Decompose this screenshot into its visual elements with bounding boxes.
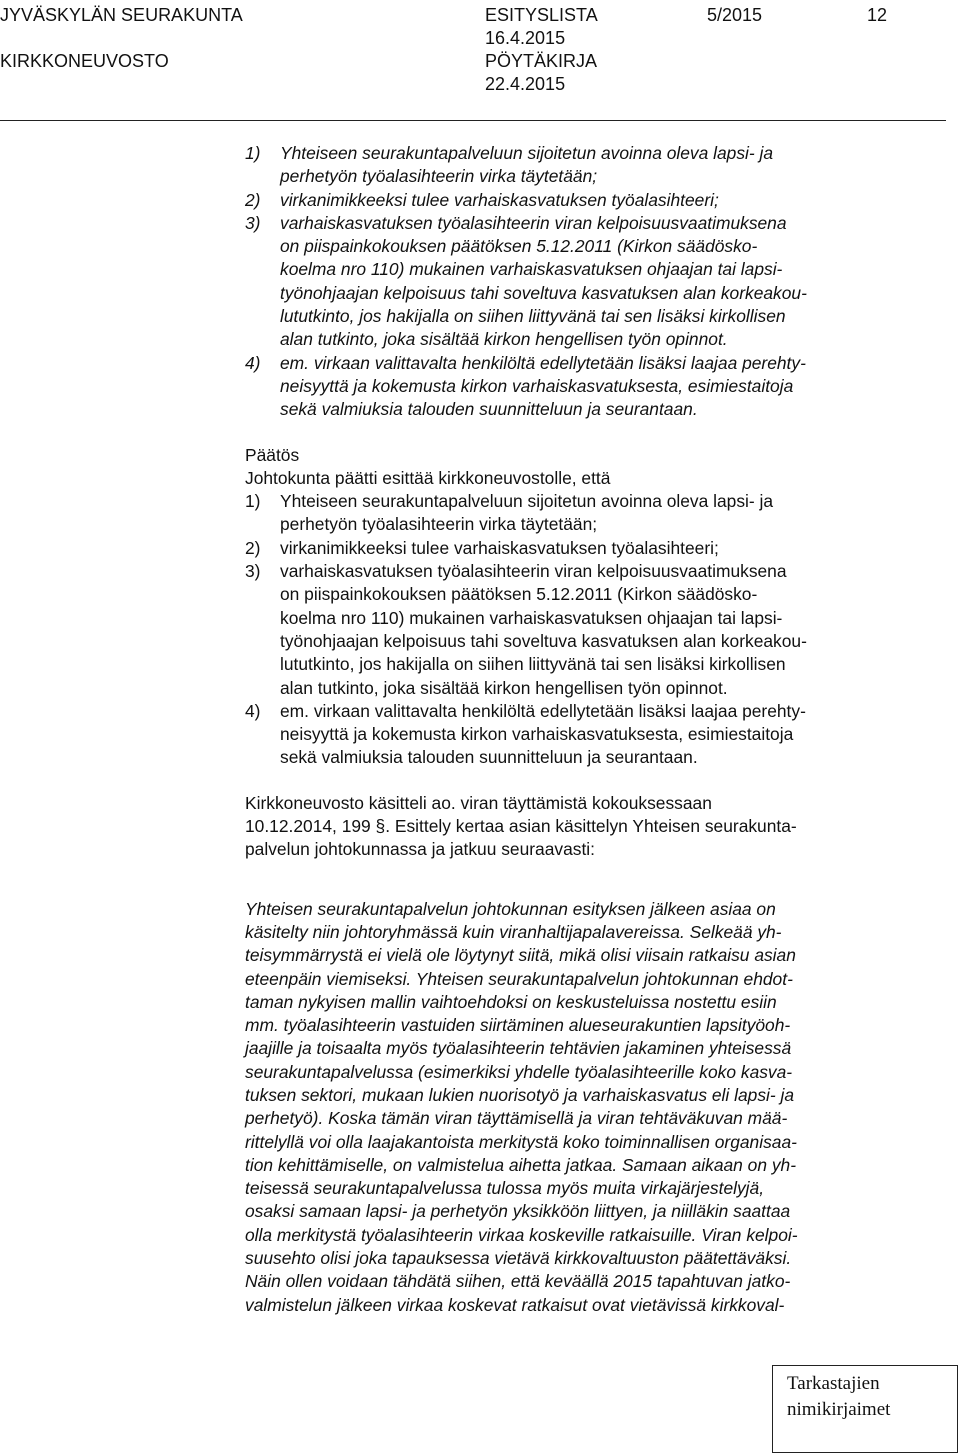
text-line: neisyyttä ja kokemusta kirkon varhaiskasvatuksesta, esimiestaitoja xyxy=(280,375,794,396)
decision-item-2 xyxy=(245,537,890,560)
text-line: teisymmärrystä ei vielä ole löytynyt siitä, mikä olisi viisain ratkaisu asian xyxy=(245,945,796,966)
quoted-presentation xyxy=(245,898,890,1317)
initials-label-line-1: Tarkastajien xyxy=(787,1373,880,1394)
text-line: virkanimikkeeksi tulee varhaiskasvatuksen työalasihteeri; xyxy=(280,189,719,210)
header-date-agenda: 16.4.2015 xyxy=(485,28,566,48)
spacer xyxy=(245,862,890,898)
spacer xyxy=(245,422,890,444)
text-line: rittelyllä voi olla laajakantoista merkitystä koko toiminnallisen organisaa- xyxy=(245,1131,797,1152)
proposal-item-4 xyxy=(245,352,890,422)
decision-item-1 xyxy=(245,490,890,537)
text-line: perhetyön työalasihteerin virka täytetään; xyxy=(280,166,598,187)
text-line: sekä valmiuksia talouden suunnitteluun ja seurantaan. xyxy=(280,747,698,768)
item-number: 2) xyxy=(245,537,261,558)
text-line: olla merkitystä työalasihteerin virkaa koskeville ratkaisuille. Viran kelpoi- xyxy=(245,1224,798,1245)
proposal-list xyxy=(245,142,890,422)
text-line: jaajille ja toisaalta myös työalasihteerin tehtävien jakaminen yhteisessä xyxy=(245,1038,792,1059)
document-body xyxy=(245,142,890,1317)
text-line: osaksi samaan lapsi- ja perhetyön yksikköön liittyen, ja niilläkin saattaa xyxy=(245,1201,791,1222)
text-line: on piispainkokouksen päätöksen 5.12.2011 (Kirkon säädösko- xyxy=(280,236,758,257)
text-line: Yhteisen seurakuntapalvelun johtokunnan esityksen jälkeen asiaa on xyxy=(245,898,776,919)
text-line: perhetyön työalasihteerin virka täytetään; xyxy=(280,514,598,535)
text-line: käsitelty niin johtoryhmässä kuin viranhaltijapalavereissa. Selkeää yh- xyxy=(245,921,782,942)
text-line: 10.12.2014, 199 §. Esittely kertaa asian käsittelyn Yhteisen seurakunta- xyxy=(245,816,797,837)
item-number: 4) xyxy=(245,352,261,373)
text-line: virkanimikkeeksi tulee varhaiskasvatuksen työalasihteeri; xyxy=(280,537,719,558)
header-meeting-number: 5/2015 xyxy=(707,5,763,25)
text-line: tuksen sektori, mukaan lukien nuorisotyö ja varhaiskasvatus eli lapsi- ja xyxy=(245,1084,795,1105)
proposal-item-2 xyxy=(245,189,890,212)
text-line: on piispainkokouksen päätöksen 5.12.2011 (Kirkon säädösko- xyxy=(280,584,758,605)
decision-item-4 xyxy=(245,700,890,770)
item-number: 3) xyxy=(245,212,261,233)
text-line: mm. työalasihteerin vastuiden siirtäminen alueseurakuntien lapsityöoh- xyxy=(245,1015,791,1036)
text-line: varhaiskasvatuksen työalasihteerin viran kelpoisuusvaatimuksena xyxy=(280,212,787,233)
text-line: lututkinto, jos hakijalla on siihen liittyvänä tai sen lisäksi kirkollisen xyxy=(280,654,786,675)
text-line: sekä valmiuksia talouden suunnitteluun ja seurantaan. xyxy=(280,399,698,420)
text-line: koelma nro 110) mukainen varhaiskasvatuksen ohjaajan tai lapsi- xyxy=(280,607,783,628)
text-line: perhetyö). Koska tämän viran täyttämisellä ja viran tehtäväkuvan mää- xyxy=(245,1108,788,1129)
text-line: Kirkkoneuvosto käsitteli ao. viran täyttämistä kokouksessaan xyxy=(245,792,712,813)
text-line: taman nykyisen mallin vaihtoehdoksi on keskusteluissa nostettu esiin xyxy=(245,991,777,1012)
header-page-number: 12 xyxy=(867,5,888,25)
text-line: valmistelun jälkeen virkaa koskevat ratkaisut ovat vietävissä kirkkoval- xyxy=(245,1294,785,1315)
item-number: 2) xyxy=(245,189,261,210)
text-line: alan tutkinto, joka sisältää kirkon hengellisen työn opinnot. xyxy=(280,677,728,698)
decision-intro: Johtokunta päätti esittää kirkkoneuvostolle, että xyxy=(245,467,611,488)
text-line: tion kehittämiselle, on valmistelua aihetta jatkaa. Samaan aikaan on yh- xyxy=(245,1154,797,1175)
text-line: Näin ollen voidaan tähdätä siihen, että keväällä 2015 tapahtuvan jatko- xyxy=(245,1271,791,1292)
text-line: työnohjaajan kelpoisuus tahi soveltuva kasvatuksen alan korkeakou- xyxy=(280,630,807,651)
text-line: eteenpäin viemiseksi. Yhteisen seurakuntapalvelun johtokunnan ehdot- xyxy=(245,968,793,989)
header-date-minutes: 22.4.2015 xyxy=(485,74,566,94)
text-line: varhaiskasvatuksen työalasihteerin viran kelpoisuusvaatimuksena xyxy=(280,561,787,582)
header-doc-type-agenda: ESITYSLISTA xyxy=(485,5,598,25)
item-number: 4) xyxy=(245,700,261,721)
text-line: alan tutkinto, joka sisältää kirkon hengellisen työn opinnot. xyxy=(280,329,728,350)
item-number: 1) xyxy=(245,143,261,163)
text-line: em. virkaan valittavalta henkilöltä edellytetään lisäksi laajaa perehty- xyxy=(280,700,806,721)
spacer xyxy=(245,770,890,792)
text-line: seurakuntapalvelussa (esimerkiksi yhdelle työalasihteerille koko kasva- xyxy=(245,1061,793,1082)
text-line: Yhteiseen seurakuntapalveluun sijoitetun avoinna oleva lapsi- ja xyxy=(280,143,774,163)
text-line: työnohjaajan kelpoisuus tahi soveltuva kasvatuksen alan korkeakou- xyxy=(280,282,807,303)
decision-title: Päätös xyxy=(245,444,300,465)
council-paragraph xyxy=(245,792,890,862)
decision-item-3 xyxy=(245,560,890,700)
text-line: em. virkaan valittavalta henkilöltä edellytetään lisäksi laajaa perehty- xyxy=(280,352,806,373)
header-organization: JYVÄSKYLÄN SEURAKUNTA xyxy=(0,5,243,25)
header-doc-type-minutes: PÖYTÄKIRJA xyxy=(485,51,598,71)
text-line: suusehto olisi joka tapauksessa vietävä kirkkovaltuuston päätettäväksi. xyxy=(245,1248,792,1269)
initials-box xyxy=(772,1365,958,1453)
item-number: 3) xyxy=(245,561,261,582)
header-body-name: KIRKKONEUVOSTO xyxy=(0,51,169,71)
text-line: koelma nro 110) mukainen varhaiskasvatuksen ohjaajan tai lapsi- xyxy=(280,259,783,280)
text-line: lututkinto, jos hakijalla on siihen liittyvänä tai sen lisäksi kirkollisen xyxy=(280,306,786,327)
text-line: neisyyttä ja kokemusta kirkon varhaiskasvatuksesta, esimiestaitoja xyxy=(280,724,794,745)
text-line: Yhteiseen seurakuntapalveluun sijoitetun avoinna oleva lapsi- ja xyxy=(280,491,774,512)
initials-label-line-2: nimikirjaimet xyxy=(787,1399,891,1420)
decision-section xyxy=(245,444,890,770)
text-line: teisessä seurakuntapalvelussa tulossa myös muita virkajärjestelyjä, xyxy=(245,1178,765,1199)
text-line: palvelun johtokunnassa ja jatkuu seuraavasti: xyxy=(245,839,595,860)
header-divider xyxy=(0,120,946,121)
item-number: 1) xyxy=(245,491,261,512)
proposal-item-3 xyxy=(245,212,890,352)
proposal-item-1 xyxy=(245,142,890,189)
